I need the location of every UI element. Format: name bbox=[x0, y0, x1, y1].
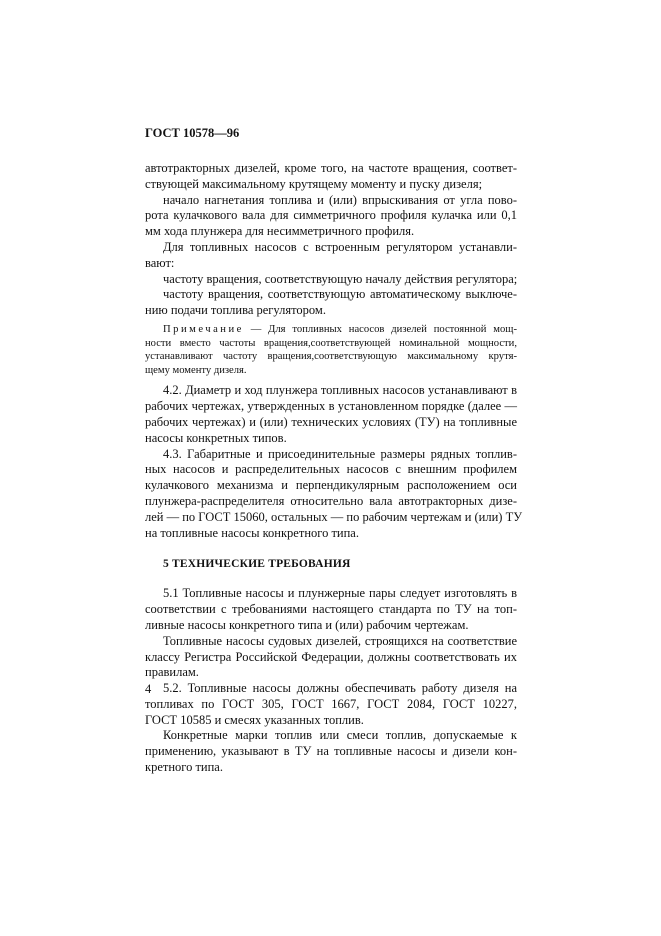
text-line: начало нагнетания топлива и (или) впрыскивания от угла пово- bbox=[163, 192, 517, 207]
text-line: ГОСТ 10585 и смесях указанных топлив. bbox=[145, 712, 364, 727]
text-line: мм хода плунжера для несимметричного профиля. bbox=[145, 224, 415, 239]
paragraph bbox=[145, 383, 517, 446]
note-first-line bbox=[145, 323, 517, 337]
text-line: нию подачи топлива регулятором. bbox=[145, 303, 326, 318]
text-line: на топливные насосы конкретного типа. bbox=[145, 525, 359, 540]
paragraph bbox=[145, 586, 517, 633]
page-number: 4 bbox=[145, 682, 152, 696]
text-line: ных насосов и распределительных насосов с внешним профилем bbox=[145, 462, 517, 477]
text-line: применению, указывают в ТУ на топливные насосы и дизели кон- bbox=[145, 744, 517, 759]
text-line: ливные насосы конкретного типа и (или) рабочим чертежам. bbox=[145, 617, 469, 632]
text-line: рабочих чертежах, утвержденных в установленном порядке (далее — bbox=[145, 399, 517, 414]
paragraph bbox=[145, 240, 517, 272]
text-line: вают: bbox=[145, 255, 175, 270]
paragraph bbox=[145, 287, 517, 319]
text-line: насосы конкретных типов. bbox=[145, 430, 287, 445]
note-block bbox=[145, 323, 517, 377]
paragraph bbox=[145, 728, 517, 775]
text-line: лей — по ГОСТ 15060, остальных — по рабочим чертежам и (или) ТУ bbox=[145, 509, 523, 524]
paragraph bbox=[145, 446, 523, 542]
text-line: Конкретные марки топлив или смеси топлив, допускаемые к bbox=[163, 728, 517, 743]
text-line: классу Регистра Российской Федерации, должны соответствовать их bbox=[145, 649, 517, 664]
text-line: рота кулачкового вала для симметричного профиля кулачка или 0,1 bbox=[145, 208, 517, 223]
paragraph bbox=[145, 634, 517, 681]
text-line: рабочих чертежах) и (или) технических условиях (ТУ) на топливные bbox=[145, 414, 517, 429]
text-line: соответствии с требованиями настоящего стандарта по ТУ на топ- bbox=[145, 602, 517, 617]
text-line: щему моменту дизеля. bbox=[145, 364, 247, 376]
paragraph bbox=[145, 681, 517, 728]
text-line: кретного типа. bbox=[145, 760, 223, 775]
section-title: 5 ТЕХНИЧЕСКИЕ ТРЕБОВАНИЯ bbox=[163, 558, 351, 571]
text-line: автотракторных дизелей, кроме того, на частоте вращения, соответ- bbox=[145, 161, 517, 175]
paragraph bbox=[145, 272, 517, 288]
text-line: 4.2. Диаметр и ход плунжера топливных насосов устанавливают в bbox=[163, 383, 517, 398]
text-line: устанавливают частоту вращения,соответствующую максимальному крутя- bbox=[145, 351, 517, 363]
note-label: Примечание bbox=[163, 323, 244, 335]
text-line: плунжера-распределителя относительно вала автотракторных дизе- bbox=[145, 493, 517, 508]
text-line: правилам. bbox=[145, 665, 199, 680]
text-line: 5.1 Топливные насосы и плунжерные пары следует изготовлять в bbox=[163, 586, 517, 601]
text-line: Топливные насосы судовых дизелей, строящихся на соответствие bbox=[163, 633, 517, 648]
text-line: частоту вращения, соответствующую автоматическому выключе- bbox=[163, 287, 517, 302]
document-page bbox=[145, 126, 523, 776]
text-line: Для топливных насосов с встроенным регулятором устанавли- bbox=[163, 239, 517, 254]
paragraph bbox=[145, 193, 517, 240]
text-line: 4.3. Габаритные и присоединительные размеры рядных топлив- bbox=[163, 446, 517, 461]
text-line: топливах по ГОСТ 305, ГОСТ 1667, ГОСТ 2084, ГОСТ 10227, bbox=[145, 696, 517, 711]
text-line: ствующей максимальному крутящему моменту и пуску дизеля; bbox=[145, 176, 483, 191]
note-text: — Для топливных насосов дизелей постоянной мощ- bbox=[243, 323, 517, 335]
paragraph bbox=[145, 161, 517, 193]
text-line: частоту вращения, соответствующую началу действия регулятора; bbox=[163, 271, 518, 286]
document-header: ГОСТ 10578—96 bbox=[145, 126, 240, 140]
text-line: 5.2. Топливные насосы должны обеспечивать работу дизеля на bbox=[163, 681, 517, 696]
text-line: ности вместо частоты вращения,соответствующей номинальной мощности, bbox=[145, 337, 517, 349]
text-line: кулачкового механизма и перпендикулярным расположением оси bbox=[145, 478, 517, 493]
